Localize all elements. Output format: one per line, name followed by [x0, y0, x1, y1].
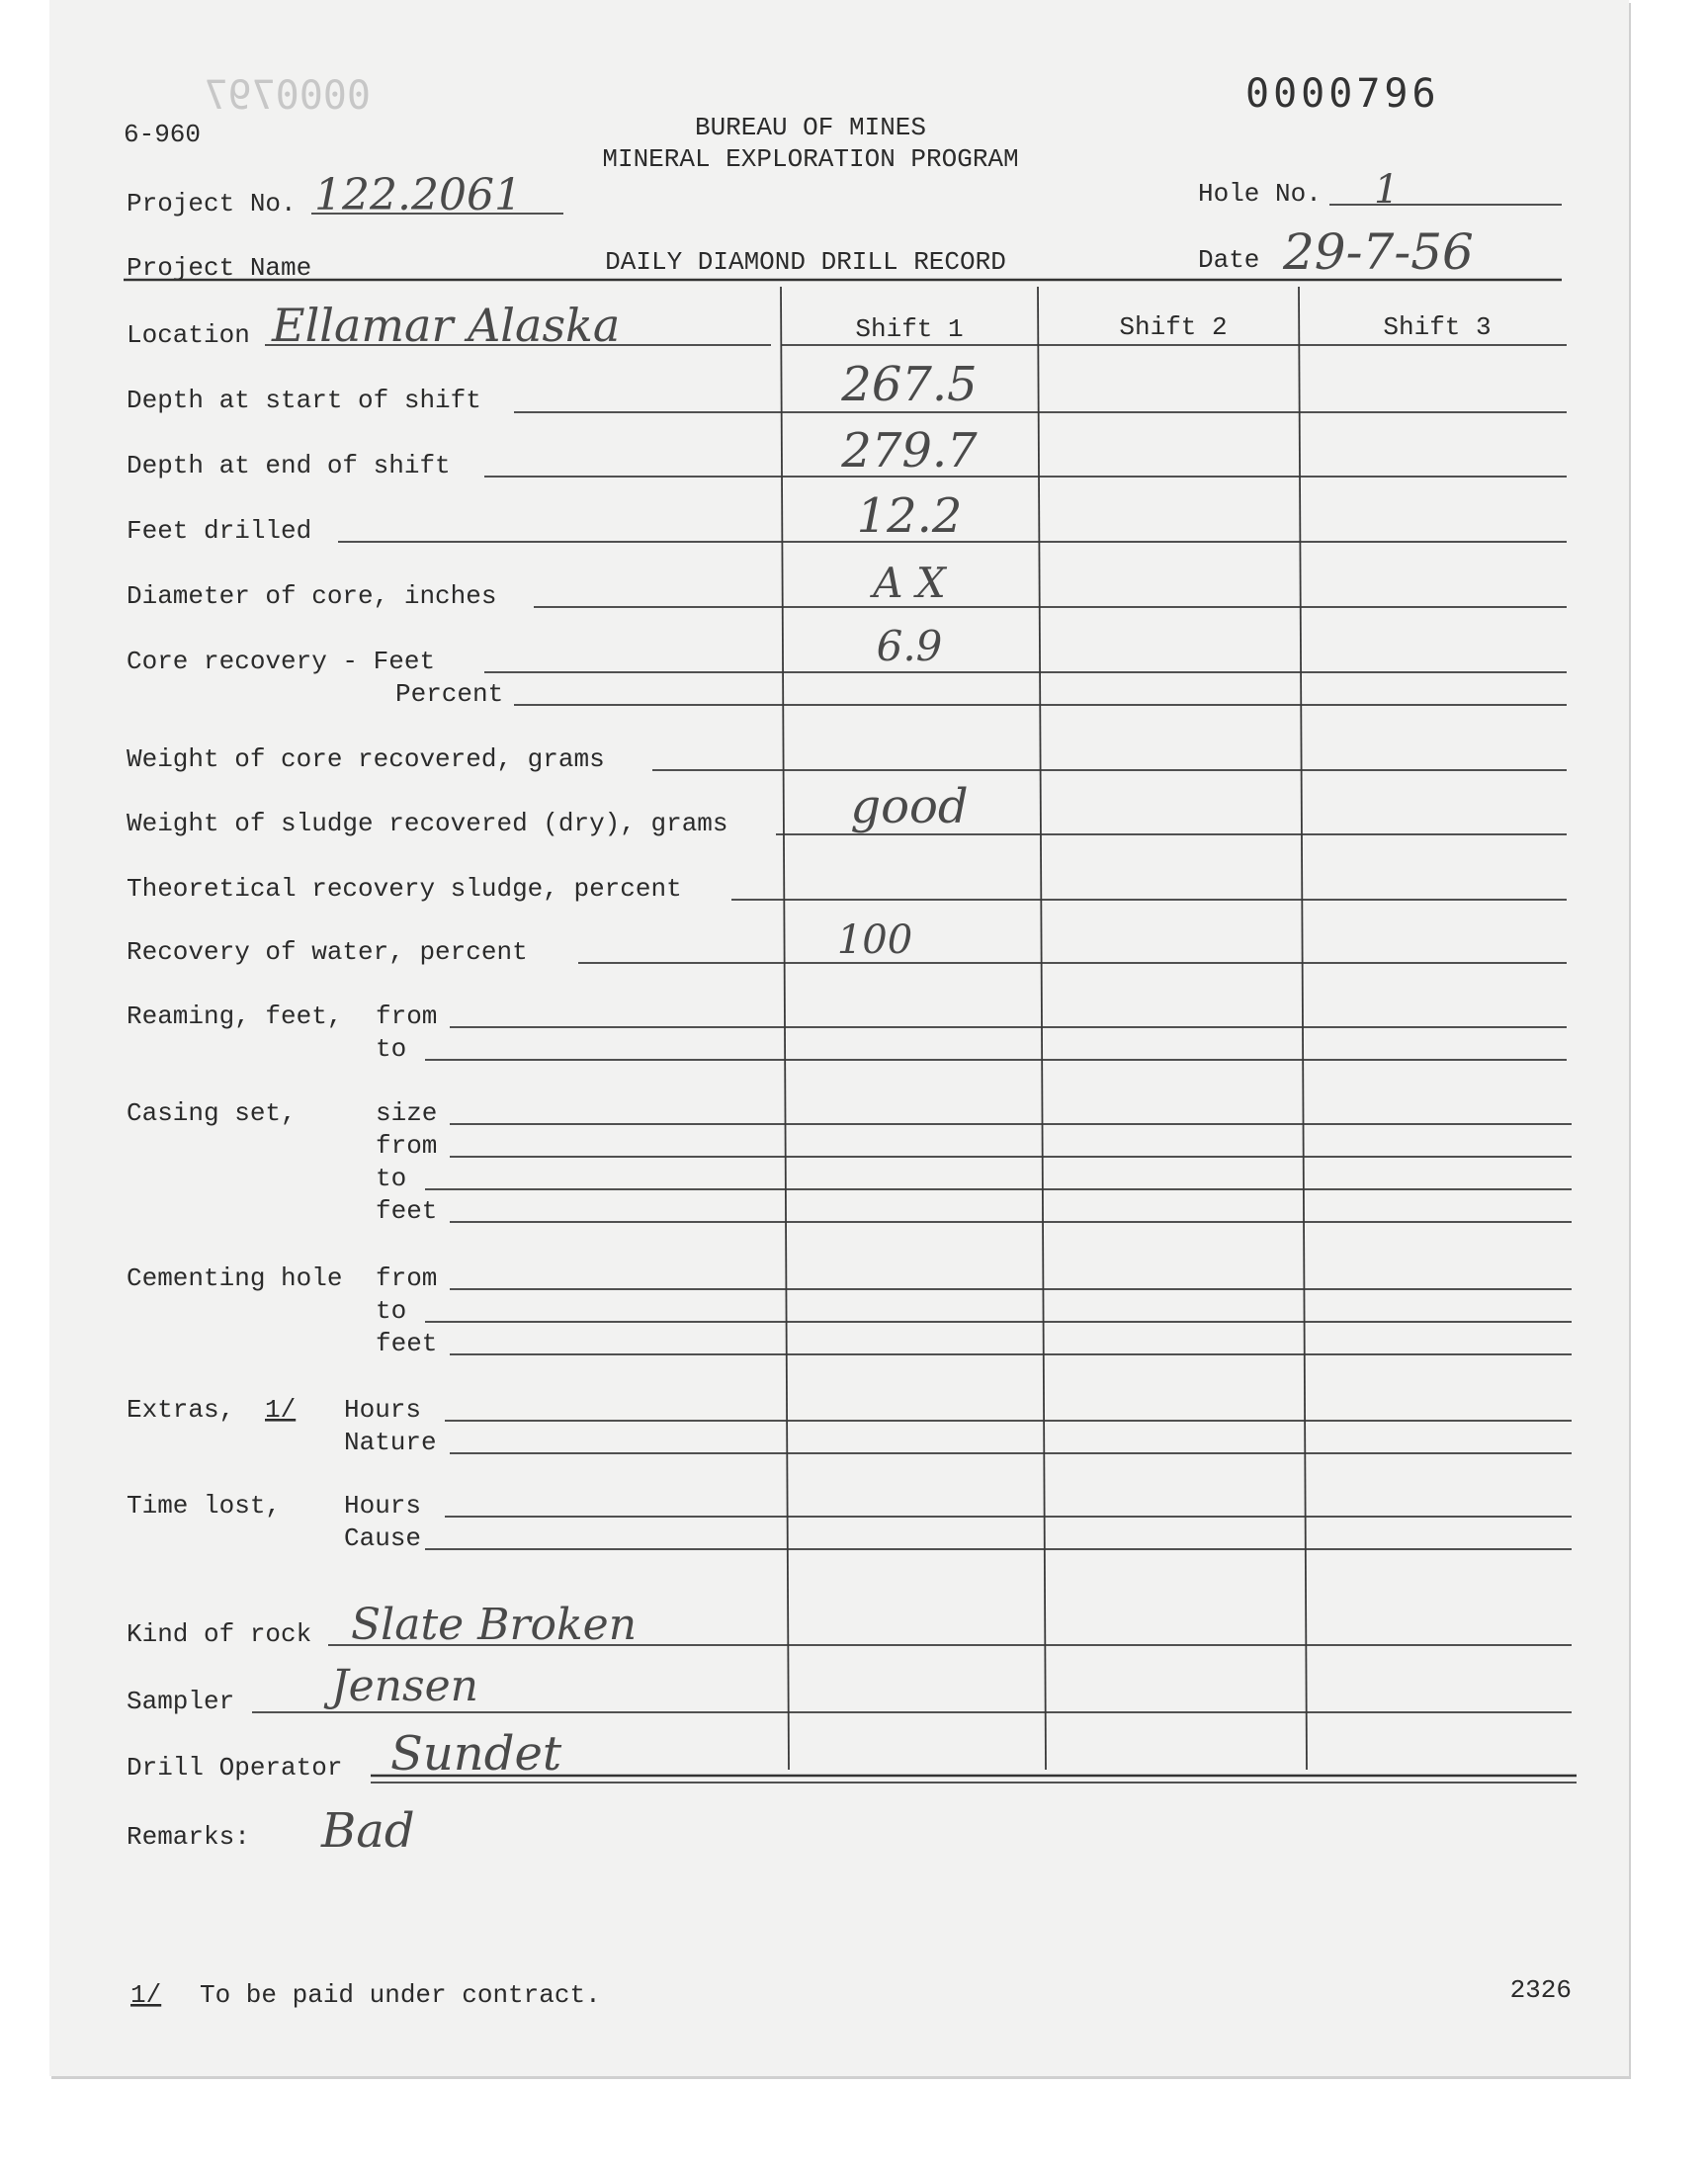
location-label: Location: [127, 320, 250, 350]
agency-title: BUREAU OF MINES: [694, 113, 927, 142]
footnote-marker: 1/: [130, 1980, 162, 2010]
date-label: Date: [1198, 245, 1260, 275]
project-no-value: 122.2061: [314, 170, 522, 220]
cementing-label: Cementing hole: [127, 1263, 343, 1293]
project-name-label: Project Name: [127, 253, 312, 283]
extras-footnote-ref: 1/: [265, 1395, 297, 1425]
kind-of-rock-value: Slate Broken: [351, 1600, 638, 1650]
casing-size-label: size: [376, 1098, 438, 1128]
document-page: [49, 0, 1629, 2076]
record-title: DAILY DIAMOND DRILL RECORD: [605, 247, 1006, 277]
feet-drilled-label: Feet drilled: [127, 516, 312, 546]
core-diameter-shift1: A X: [873, 559, 946, 607]
weight-sludge-label: Weight of sludge recovered (dry), grams: [127, 809, 728, 838]
depth-start-shift1: 267.5: [841, 357, 978, 412]
core-recovery-feet-shift1: 6.9: [876, 622, 943, 670]
cementing-feet-label: feet: [376, 1329, 438, 1358]
location-value: Ellamar Alaska: [272, 299, 621, 352]
depth-end-shift1: 279.7: [841, 423, 978, 478]
drill-record-form: [49, 0, 1629, 2076]
date-value: 29-7-56: [1283, 223, 1474, 281]
depth-end-label: Depth at end of shift: [127, 451, 451, 480]
hole-no-value: 1: [1374, 167, 1400, 213]
weight-sludge-shift1: good: [850, 779, 969, 834]
core-diameter-label: Diameter of core, inches: [127, 581, 497, 611]
shift-2-header: Shift 2: [1119, 312, 1228, 342]
core-recovery-percent-label: Percent: [395, 679, 504, 709]
time-lost-label: Time lost,: [127, 1491, 282, 1521]
extras-nature-label: Nature: [344, 1428, 437, 1457]
drill-operator-label: Drill Operator: [127, 1753, 343, 1783]
hole-no-label: Hole No.: [1198, 179, 1322, 209]
core-recovery-feet-label: Core recovery - Feet: [127, 647, 436, 676]
casing-from-label: from: [376, 1131, 438, 1161]
casing-label: Casing set,: [127, 1098, 297, 1128]
form-number: 6-960: [124, 120, 202, 149]
sampler-value: Jensen: [331, 1661, 478, 1711]
program-title: MINERAL EXPLORATION PROGRAM: [602, 144, 1019, 174]
water-recovery-shift1: 100: [836, 917, 913, 963]
casing-to-label: to: [376, 1164, 407, 1193]
extras-label: Extras,: [127, 1395, 235, 1425]
kind-of-rock-label: Kind of rock: [127, 1619, 312, 1649]
cementing-to-label: to: [376, 1296, 407, 1326]
weight-core-label: Weight of core recovered, grams: [127, 744, 605, 774]
cementing-from-label: from: [376, 1263, 438, 1293]
water-recovery-label: Recovery of water, percent: [127, 937, 528, 967]
shift-1-header: Shift 1: [855, 314, 964, 344]
page-number: 2326: [1509, 1975, 1572, 2005]
depth-start-label: Depth at start of shift: [127, 386, 481, 415]
extras-hours-label: Hours: [344, 1395, 422, 1425]
time-lost-hours-label: Hours: [344, 1491, 422, 1521]
reaming-label: Reaming, feet,: [127, 1001, 343, 1031]
ghost-doc-number: 0000797: [204, 73, 371, 119]
reaming-to-label: to: [376, 1034, 407, 1064]
sampler-label: Sampler: [127, 1687, 235, 1716]
drill-operator-value: Sundet: [390, 1726, 562, 1782]
reaming-from-label: from: [376, 1001, 438, 1031]
shift-3-header: Shift 3: [1383, 312, 1492, 342]
doc-number-stamp: 0000796: [1245, 71, 1440, 117]
project-no-label: Project No.: [127, 189, 297, 218]
theoretical-sludge-label: Theoretical recovery sludge, percent: [127, 874, 682, 904]
time-lost-cause-label: Cause: [344, 1523, 422, 1553]
remarks-label: Remarks:: [127, 1822, 250, 1852]
footnote-text: To be paid under contract.: [200, 1980, 601, 2010]
remarks-value: Bad: [321, 1803, 415, 1859]
casing-feet-label: feet: [376, 1196, 438, 1226]
feet-drilled-shift1: 12.2: [856, 488, 963, 544]
